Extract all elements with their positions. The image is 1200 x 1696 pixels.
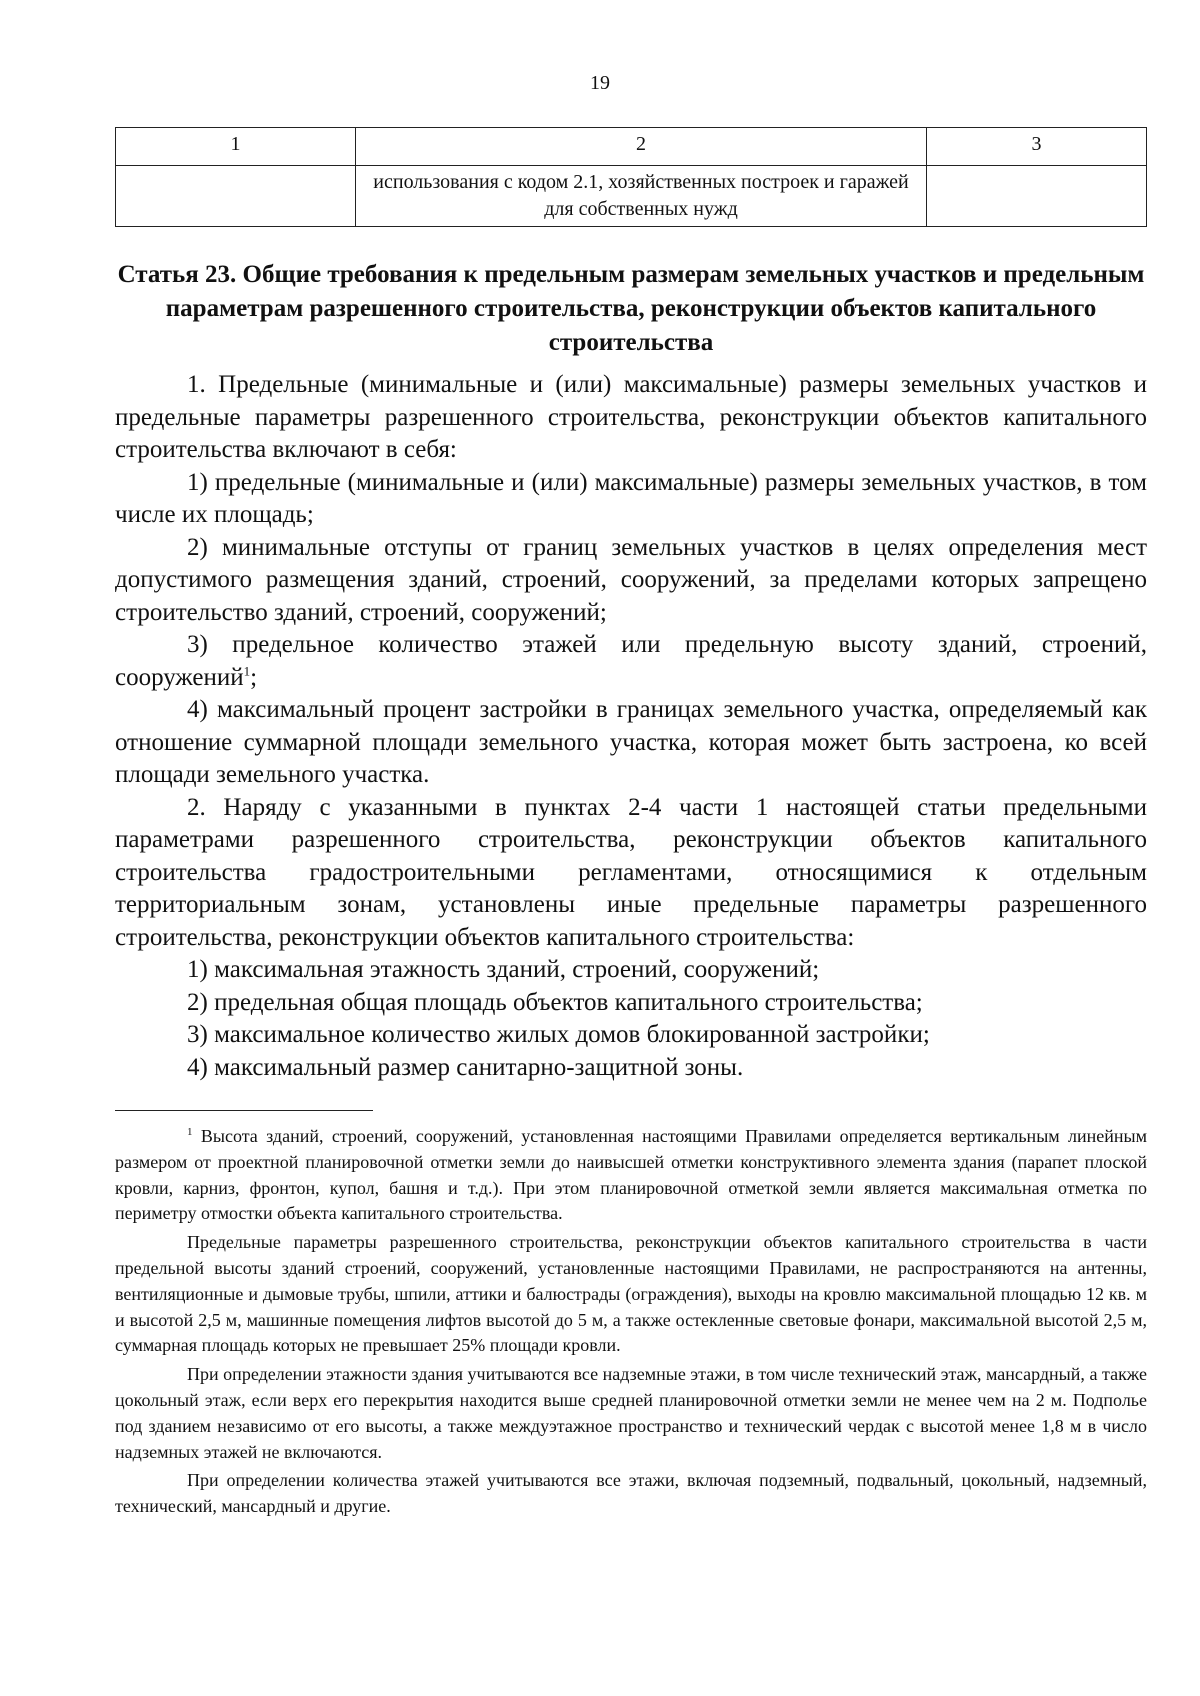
table-cell-3	[927, 166, 1147, 227]
paragraph-item-2-2: 2) предельная общая площадь объектов капитального строительства;	[187, 988, 923, 1016]
paragraph-item-2-1: 1) максимальная этажность зданий, строений, сооружений;	[187, 956, 820, 983]
footnote-mark: 1	[187, 1126, 193, 1138]
table-header-cell-2: 2	[356, 128, 927, 166]
paragraph-part-2-intro: 2. Наряду с указанными в пунктах 2-4 части 1 настоящей статьи предельными параметрами разрешенного строительства, реконструкции объектов капитального строительства градостроительными регламентами, относящимися к отдельным территориальным зонам, установлены иные предельные параметры разрешенного строительства, реконструкции объектов капитального строительства:	[115, 793, 1147, 951]
footnotes	[115, 1124, 1147, 1523]
table-header-cell-1: 1	[116, 128, 356, 166]
footnote-reference[interactable]: 1	[243, 663, 251, 679]
table-cell-1	[116, 166, 356, 227]
paragraph-item-1-3	[115, 629, 1147, 694]
footnote-1	[115, 1124, 1147, 1227]
paragraph-part-1-intro: 1. Предельные (минимальные и (или) максимальные) размеры земельных участков и предельные параметры разрешенного строительства, реконструкции объектов капитального строительства включают в себя:	[115, 371, 1147, 463]
footnote-1-text: Высота зданий, строений, сооружений, установленная настоящими Правилами определяется вертикальным линейным размером от проектной планировочной отметки земли до наивысшей отметки конструктивного элемента здания (парапет плоской кровли, карниз, фронтон, купол, башня и т.д.). При этом планировочной отметкой земли является максимальная отметка по периметру отмостки объекта капитального строительства.	[115, 1126, 1148, 1224]
article-body	[115, 369, 1147, 1084]
footnote-paragraph-2: Предельные параметры разрешенного строительства, реконструкции объектов капитального строительства в части предельной высоты зданий строений, сооружений, установленные настоящими Правилами, не распространяются на антенны, вентиляционные и дымовые трубы, шпили, аттики и балюстрады (ограждения), выходы на кровлю максимальной площадью 12 кв. м и высотой 2,5 м, машинные помещения лифтов высотой до 5 м, а также остекленные световые фонари, максимальной высотой 2,5 м, суммарная площадь которых не превышает 25% площади кровли.	[115, 1232, 1147, 1356]
footnote-paragraph-3: При определении этажности здания учитываются все надземные этажи, в том числе технический этаж, мансардный, а также цокольный этаж, если верх его перекрытия находится выше средней планировочной отметки земли не менее чем на 2 м. Подполье под зданием независимо от его высоты, а также междуэтажное пространство и технический чердак с высотой менее 1,8 м в число надземных этажей не включаются.	[115, 1364, 1147, 1462]
paragraph-item-1-2: 2) минимальные отступы от границ земельных участков в целях определения мест допустимого размещения зданий, строений, сооружений, за пределами которых запрещено строительство зданий, строений, сооружений;	[115, 533, 1147, 626]
footnote-paragraph-4: При определении количества этажей учитываются все этажи, включая подземный, подвальный, цокольный, надземный, технический, мансардный и другие.	[115, 1470, 1147, 1517]
article-heading: Статья 23. Общие требования к предельным размерам земельных участков и предельным параметрам разрешенного строительства, реконструкции объектов капитального строительства	[117, 261, 1145, 356]
footnote-separator	[115, 1110, 373, 1111]
paragraph-item-2-4: 4) максимальный размер санитарно-защитной зоны.	[187, 1053, 744, 1081]
table-header-row	[116, 128, 1147, 166]
paragraph-item-1-3-end: ;	[250, 663, 258, 691]
paragraph-item-1-1: 1) предельные (минимальные и (или) максимальные) размеры земельных участков, в том числе их площадь;	[115, 468, 1147, 528]
table-header-cell-3: 3	[927, 128, 1147, 166]
paragraph-item-2-3: 3) максимальное количество жилых домов блокированной застройки;	[187, 1021, 930, 1048]
paragraph-item-1-3-text: 3) предельное количество этажей или предельную высоту зданий, строений, сооружений	[115, 631, 1147, 691]
paragraph-item-1-4: 4) максимальный процент застройки в границах земельного участка, определяемый как отношение суммарной площади земельного участка, которая может быть застроена, ко всей площади земельного участка.	[115, 696, 1147, 788]
continuation-table	[115, 127, 1147, 227]
table-cell-2: использования с кодом 2.1, хозяйственных построек и гаражей для собственных нужд	[356, 166, 927, 227]
table-row	[116, 166, 1147, 227]
page-number: 19	[590, 72, 610, 94]
